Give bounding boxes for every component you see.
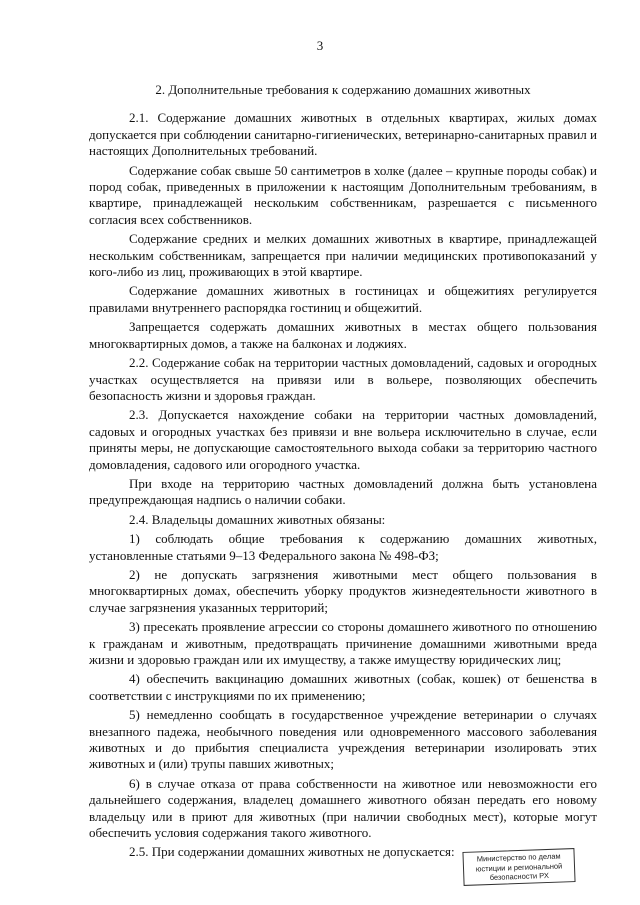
paragraph-hotels: Содержание домашних животных в гостиницах и общежитиях регулируется правилами внутреннего распорядка гостиниц и общежитий. xyxy=(89,283,597,315)
paragraph-small-animals: Содержание средних и мелких домашних животных в квартире, принадлежащей нескольким собственникам, запрещается при наличии медицинских противопоказаний у кого-либо из лиц, проживающих в этой квартире. xyxy=(89,231,597,280)
paragraph-2-3: 2.3. Допускается нахождение собаки на территории частных домовладений, садовых и огородных участках без привязи и вне вольера исключительно в случае, если приняты меры, не допускающие самостоятельного выхода собаки за территорию частного домовладения, садового или огородного участка. xyxy=(89,407,597,472)
list-item-1: 1) соблюдать общие требования к содержанию домашних животных, установленные статьями 9–13 Федерального закона № 498-ФЗ; xyxy=(89,531,597,563)
section-heading: 2. Дополнительные требования к содержанию домашних животных xyxy=(155,82,531,97)
paragraph-warning-sign: При входе на территорию частных домовладений должна быть установлена предупреждающая надпись о наличии собаки. xyxy=(89,475,597,508)
ministry-stamp xyxy=(462,848,575,886)
paragraph-2-4: 2.4. Владельцы домашних животных обязаны: xyxy=(129,511,386,527)
page-number: 3 xyxy=(316,38,324,53)
list-item-4: 4) обеспечить вакцинацию домашних животных (собак, кошек) от бешенства в соответствии с инструкциями по их применению; xyxy=(89,671,597,703)
paragraph-2-2: 2.2. Содержание собак на территории частных домовладений, садовых и огородных участках осуществляется на привязи или в вольере, позволяющих обеспечить безопасность жизни и здоровья граждан. xyxy=(89,355,597,403)
paragraph-common-areas: Запрещается содержать домашних животных в местах общего пользования многоквартирных домов, а также на балконах и лоджиях. xyxy=(89,319,597,351)
paragraph-2-1: 2.1. Содержание домашних животных в отдельных квартирах, жилых домах допускается при соблюдении санитарно-гигиенических, ветеринарно-санитарных правил и настоящих Дополнительных требований. xyxy=(89,110,597,159)
stamp-line-2: юстиции и региональной xyxy=(475,860,563,874)
stamp-line-1: Министерство по делам xyxy=(476,851,561,864)
document-body xyxy=(89,82,597,864)
list-item-2: 2) не допускать загрязнения животными мест общего пользования в многоквартирных домах, обеспечить уборку продуктов жизнедеятельности животного в случае загрязнения указанных территорий; xyxy=(89,566,597,615)
stamp-line-3: безопасности РХ xyxy=(489,870,550,883)
paragraph-large-dogs: Содержание собак свыше 50 сантиметров в холке (далее – крупные породы собак) и пород собак, приведенных в приложении к настоящим Дополнительным требованиям, в квартире, принадлежащей нескольким собственникам, разрешается с письменного согласия всех собственников. xyxy=(89,162,597,227)
list-item-5: 5) немедленно сообщать в государственное учреждение ветеринарии о случаях внезапного падежа, необычного поведения или одновременного массового заболевания животных и до прибытия специалиста учреждения ветеринарии изолировать этих животных и (или) трупы павших животных; xyxy=(89,707,597,772)
paragraph-2-5: 2.5. При содержании домашних животных не допускается: xyxy=(129,844,455,860)
list-item-6: 6) в случае отказа от права собственности на животное или невозможности его дальнейшего содержания, владелец домашнего животного обязан передать его новому владельцу или в приют для животных (при наличии свободных мест), которые могут обеспечить условия содержания такого животного. xyxy=(89,775,597,841)
list-item-3: 3) пресекать проявление агрессии со стороны домашнего животного по отношению к гражданам и животным, предотвращать причинение домашними животными вреда жизни и здоровью граждан или их имуществу, а также имуществу юридических лиц; xyxy=(89,619,597,667)
